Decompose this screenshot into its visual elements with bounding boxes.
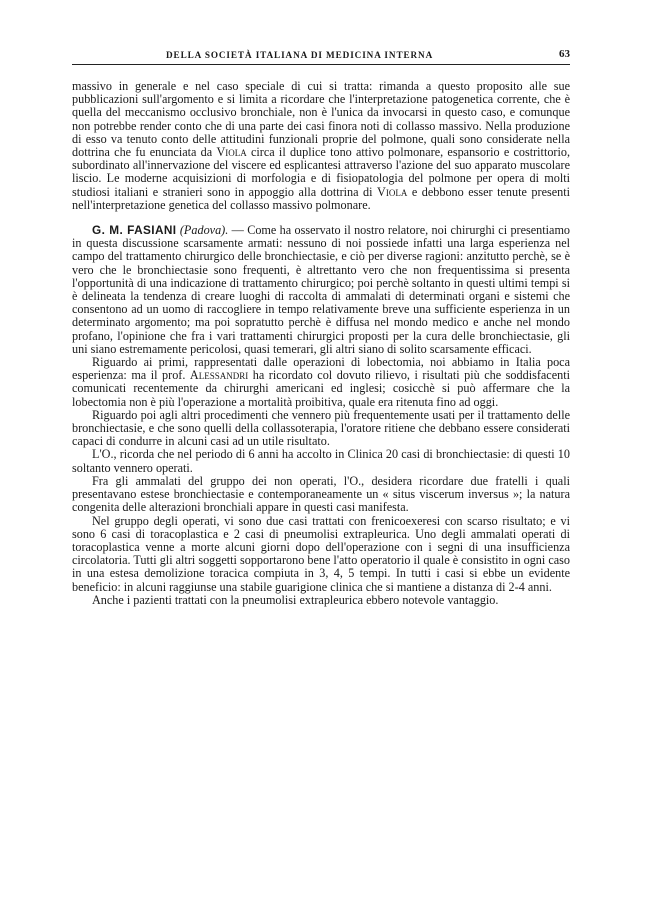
- speaker-place: (Padova).: [179, 223, 229, 238]
- running-header: [72, 48, 570, 65]
- body-text: [72, 80, 570, 607]
- intro-text-c: e debbono esser tenute presenti nell'interpretazione genetica del collasso massivo polmonare.: [72, 184, 570, 212]
- speaker-paragraph: [72, 224, 570, 356]
- paragraph-collassoterapia: Riguardo poi agli altri procedimenti che vennero più frequentemente usati per il trattamento delle bronchiectasie, e che sono quelli della collassoterapia, l'oratore ritiene che debbano essere considerati capaci di condurre in alcuni casi ad un utile risultato.: [72, 407, 570, 449]
- author-name-viola: Viola: [216, 145, 247, 160]
- header-title: DELLA SOCIETÀ ITALIANA DI MEDICINA INTERNA: [166, 50, 434, 60]
- lobectomy-text-a: Riguardo ai primi, rappresentati dalle operazioni di lobectomia, noi abbiamo in Italia poca esperienza: ma il prof.: [72, 355, 570, 383]
- lobectomy-text-b: ha ricordato col dovuto rilievo, i risultati più che soddisfacenti comunicati recentemente da chirurghi americani ed inglesi; cosicchè si può affermare che la lobectomia non è più l'operazione a mortalità proibitiva, quale era ritenuta fino ad oggi.: [72, 368, 570, 409]
- author-name-viola-2: Viola: [377, 184, 408, 199]
- intro-text-b: circa il duplice tono attivo polmonare, espansorio e costrittorio, subordinato all'innervazione del viscere ed esplicantesi attraverso l'azione del suo apparato muscolare liscio. Le moderne acquisizioni di morfologia e di fisiopatologia del polmone per opera di molti studiosi italiani e stranieri sono in appoggio alla dottrina di: [72, 145, 571, 199]
- paragraph-non-operated: Fra gli ammalati del gruppo dei non operati, l'O., desidera ricordare due fratelli i quali presentavano estese bronchiectasie e contemporaneamente un « situs viscerum inversus »; la natura congenita delle alterazioni bronchiali appare in questi casi manifesta.: [72, 473, 570, 515]
- paragraph-pneumolisi: Anche i pazienti trattati con la pneumolisi extrapleurica ebbero notevole vantaggio.: [92, 592, 499, 607]
- intro-paragraph: [72, 80, 570, 212]
- lobectomy-paragraph: [72, 356, 570, 409]
- intro-text-a: massivo in generale e nel caso speciale di cui si tratta: rimanda a questo proposito alle sue pubblicazioni sull'argomento e si limita a ricordare che l'interpretazione patogenetica corrente, che è quella del meccanismo occlusivo bronchiale, non è l'unica da invocarsi in questo caso, e comunque non potrebbe render conto che di una parte dei casi finora noti di collasso massivo. Nella produzione di esso va tenuto conto delle attitudini funzionali proprie del polmone, quali sono considerate nella dottrina che fu enunciata da: [72, 79, 570, 160]
- speaker-text: — Come ha osservato il nostro relatore, noi chirurghi ci presentiamo in questa discussione scarsamente armati: nessuno di noi possiede infatti una larga esperienza nel campo del trattamento chirurgico delle bronchiectasie, e ciò per diverse ragioni: anzitutto perchè, se è vero che le bronchiectasie sono frequenti, è altrettanto vero che non frequentissima si presenta l'opportunità di una indicazione di trattamento chirurgico; poi perchè soltanto in questi ultimi tempi si è delineata la tendenza di creare luoghi di raccolta di ammalati di determinati organi e sistemi che consentono ad un uomo di raccogliere in tempo relativamente breve una sufficiente esperienza in un determinato argomento; ma poi sopratutto perchè è diffusa nel mondo medico e anche nel mondo profano, l'opinione che fra i vari trattamenti chirurgici proposti per la cura delle bronchiectasie, gli uni siano estremamente pericolosi, quasi temerari, gli altri siano di solito scarsamente efficaci.: [72, 223, 571, 356]
- paragraph-clinic-cases: L'O., ricorda che nel periodo di 6 anni ha accolto in Clinica 20 casi di bronchiectasie: di questi 10 soltanto vennero operati.: [72, 447, 570, 475]
- page-number: 63: [559, 48, 570, 60]
- author-name-alessandri: Alessandri: [189, 368, 249, 383]
- paragraph-operated: Nel gruppo degli operati, vi sono due casi trattati con frenicoexeresi con scarso risultato; e vi sono 6 casi di toracoplastica e 2 casi di pneumolisi extrapleurica. Uno degli ammalati operati di toracoplastica venne a morte alcuni giorni dopo dell'operazione con i segni di una insufficienza circolatoria. Tutti gli altri soggetti sopportarono bene l'atto operatorio il quale è consistito in ogni caso in una estesa demolizione toracica compiuta in 3, 4, 5 tempi. In tutti i casi si ebbe un evidente beneficio: in alcuni raggiunse una stabile guarigione clinica che si mantiene a distanza di 2-4 anni.: [72, 513, 570, 594]
- speaker-name: G. M. FASIANI: [92, 223, 177, 238]
